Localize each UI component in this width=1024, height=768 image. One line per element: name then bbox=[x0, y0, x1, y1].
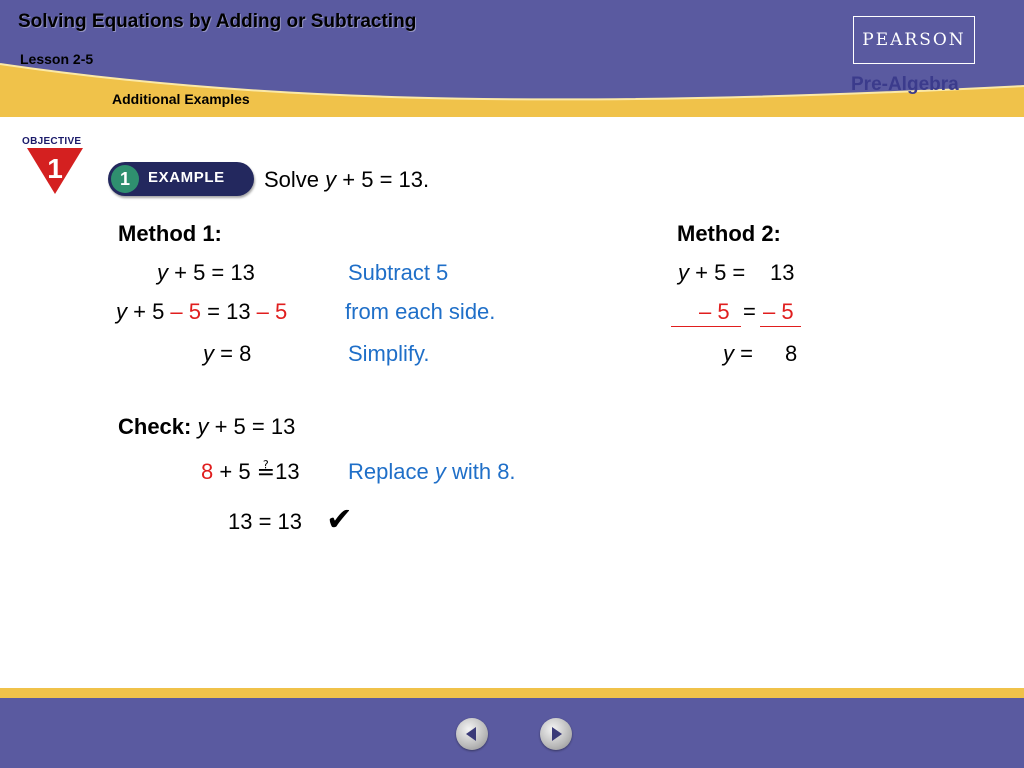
method2-line3: y = bbox=[723, 341, 753, 366]
example-number: 1 bbox=[111, 165, 139, 193]
next-button[interactable] bbox=[540, 718, 572, 750]
method2-underline-right bbox=[760, 326, 801, 327]
method1-note-2: from each side. bbox=[345, 299, 496, 324]
example-badge bbox=[108, 162, 254, 196]
course-name: Pre-Algebra bbox=[851, 74, 959, 95]
method1-line1: y + 5 = 13 bbox=[157, 260, 255, 285]
check-note: Replace y with 8. bbox=[348, 459, 516, 484]
previous-button[interactable] bbox=[456, 718, 488, 750]
method1-note-3: Simplify. bbox=[348, 341, 430, 366]
method1-note-1: Subtract 5 bbox=[348, 260, 449, 285]
method2-line2-right: – 5 bbox=[763, 299, 794, 324]
check-line1: Check: y + 5 = 13 bbox=[118, 414, 296, 439]
method2-underline-left bbox=[671, 326, 741, 327]
lesson-number: Lesson 2-5 bbox=[20, 51, 94, 67]
method2-heading: Method 2: bbox=[677, 221, 781, 246]
method2-line1: y + 5 = bbox=[678, 260, 746, 285]
footer-stripe bbox=[0, 688, 1024, 698]
header-banner bbox=[0, 0, 1024, 117]
checkmark-icon: ✔ bbox=[326, 501, 353, 537]
publisher-logo: PEARSON bbox=[853, 16, 975, 64]
method2-line2-left: – 5 bbox=[699, 299, 730, 324]
arrow-left-icon bbox=[462, 724, 482, 744]
example-prompt: Solve y + 5 = 13. bbox=[264, 167, 430, 192]
objective-label: OBJECTIVE bbox=[22, 136, 82, 147]
method2-line1-value: 13 bbox=[770, 260, 795, 285]
arrow-right-icon bbox=[546, 724, 566, 744]
method2-line2-eq: = bbox=[743, 299, 756, 324]
method1-line3: y = 8 bbox=[203, 341, 252, 366]
lesson-title: Solving Equations by Adding or Subtracting bbox=[18, 11, 417, 32]
method2-line3-value: 8 bbox=[785, 341, 798, 366]
objective-badge-icon bbox=[27, 148, 83, 194]
svg-text:1: 1 bbox=[47, 153, 63, 184]
section-label: Additional Examples bbox=[112, 91, 250, 107]
check-line3: 13 = 13 bbox=[228, 509, 303, 534]
example-word: EXAMPLE bbox=[148, 169, 225, 186]
check-line2: 8 + 5 ≟13 bbox=[201, 459, 300, 484]
footer-bar bbox=[0, 698, 1024, 768]
method1-heading: Method 1: bbox=[118, 221, 222, 246]
method1-line2: y + 5 – 5 = 13 – 5 bbox=[116, 299, 288, 324]
